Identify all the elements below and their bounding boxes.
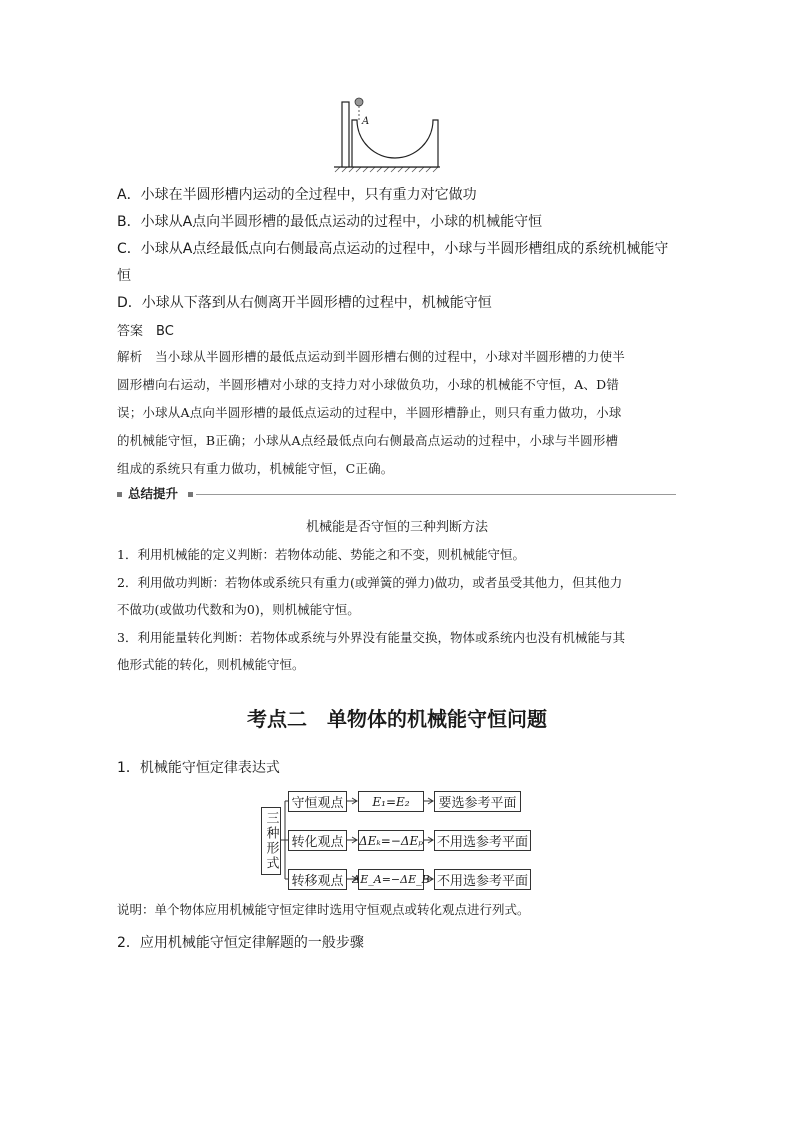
formula-conservation: E₁=E₂	[358, 791, 424, 812]
analysis-line-1: 解析 当小球从半圆形槽的最低点运动到半圆形槽右侧的过程中，小球对半圆形槽的力使半	[117, 349, 626, 364]
semicircle-groove-figure	[330, 92, 450, 174]
formula-transfer: ΔE_A=−ΔE_B	[358, 869, 424, 890]
option-d: D．小球从下落到从右侧离开半圆形槽的过程中，机械能守恒	[117, 295, 492, 311]
option-c-cont: 恒	[117, 268, 131, 284]
summary-point-3-cont: 他形式能的转化，则机械能守恒。	[117, 657, 305, 672]
option-c: C．小球从A点经最低点向右侧最高点运动的过程中，小球与半圆形槽组成的系统机械能守	[117, 241, 669, 257]
summary-divider	[196, 494, 676, 495]
summary-point-2-cont: 不做功(或做功代数和为0)，则机械能守恒。	[117, 602, 360, 617]
summary-label: 总结提升	[128, 486, 179, 501]
summary-title: 机械能是否守恒的三种判断方法	[305, 520, 488, 535]
analysis-line-3: 误；小球从A点向半圆形槽的最低点运动的过程中，半圆形槽静止，则只有重力做功，小球	[117, 405, 622, 420]
option-a: A．小球在半圆形槽内运动的全过程中，只有重力对它做功	[117, 187, 477, 203]
analysis-line-4: 的机械能守恒，B正确；小球从A点经最低点向右侧最高点运动的过程中，小球与半圆形槽	[117, 433, 619, 448]
summary-point-1: 1．利用机械能的定义判断：若物体动能、势能之和不变，则机械能守恒。	[117, 547, 525, 562]
note-conservation: 要选参考平面	[434, 791, 521, 812]
summary-point-3: 3．利用能量转化判断：若物体或系统与外界没有能量交换，物体或系统内也没有机械能与其	[117, 630, 625, 645]
note: 说明：单个物体应用机械能守恒定律时选用守恒观点或转化观点进行列式。	[117, 902, 530, 917]
point-a-label: A	[362, 116, 370, 127]
expression-diagram	[255, 785, 545, 895]
view-conservation: 守恒观点	[288, 791, 347, 812]
analysis-line-5: 组成的系统只有重力做功，机械能守恒，C正确。	[117, 461, 394, 476]
summary-point-2: 2．利用做功判断：若物体或系统只有重力(或弹簧的弹力)做功，或者虽受其他力，但其他力	[117, 575, 623, 590]
summary-marker-2	[188, 492, 193, 497]
note-transfer: 不用选参考平面	[434, 869, 531, 890]
option-b: B．小球从A点向半圆形槽的最低点运动的过程中，小球的机械能守恒	[117, 214, 543, 230]
view-transfer: 转移观点	[288, 869, 347, 890]
summary-marker	[117, 492, 122, 497]
formula-conversion: ΔEₖ=−ΔEₚ	[358, 830, 424, 851]
analysis-line-2: 圆形槽向右运动，半圆形槽对小球的支持力对小球做负功，小球的机械能不守恒，A、D错	[117, 377, 620, 392]
note-conversion: 不用选参考平面	[434, 830, 531, 851]
root-box: 三种形式	[261, 807, 281, 875]
view-conversion: 转化观点	[288, 830, 347, 851]
item-2-heading: 2．应用机械能守恒定律解题的一般步骤	[117, 935, 364, 951]
answer: 答案 BC	[117, 324, 174, 339]
item-1-heading: 1．机械能守恒定律表达式	[117, 760, 280, 776]
section-title: 考点二 单物体的机械能守恒问题	[247, 707, 547, 731]
